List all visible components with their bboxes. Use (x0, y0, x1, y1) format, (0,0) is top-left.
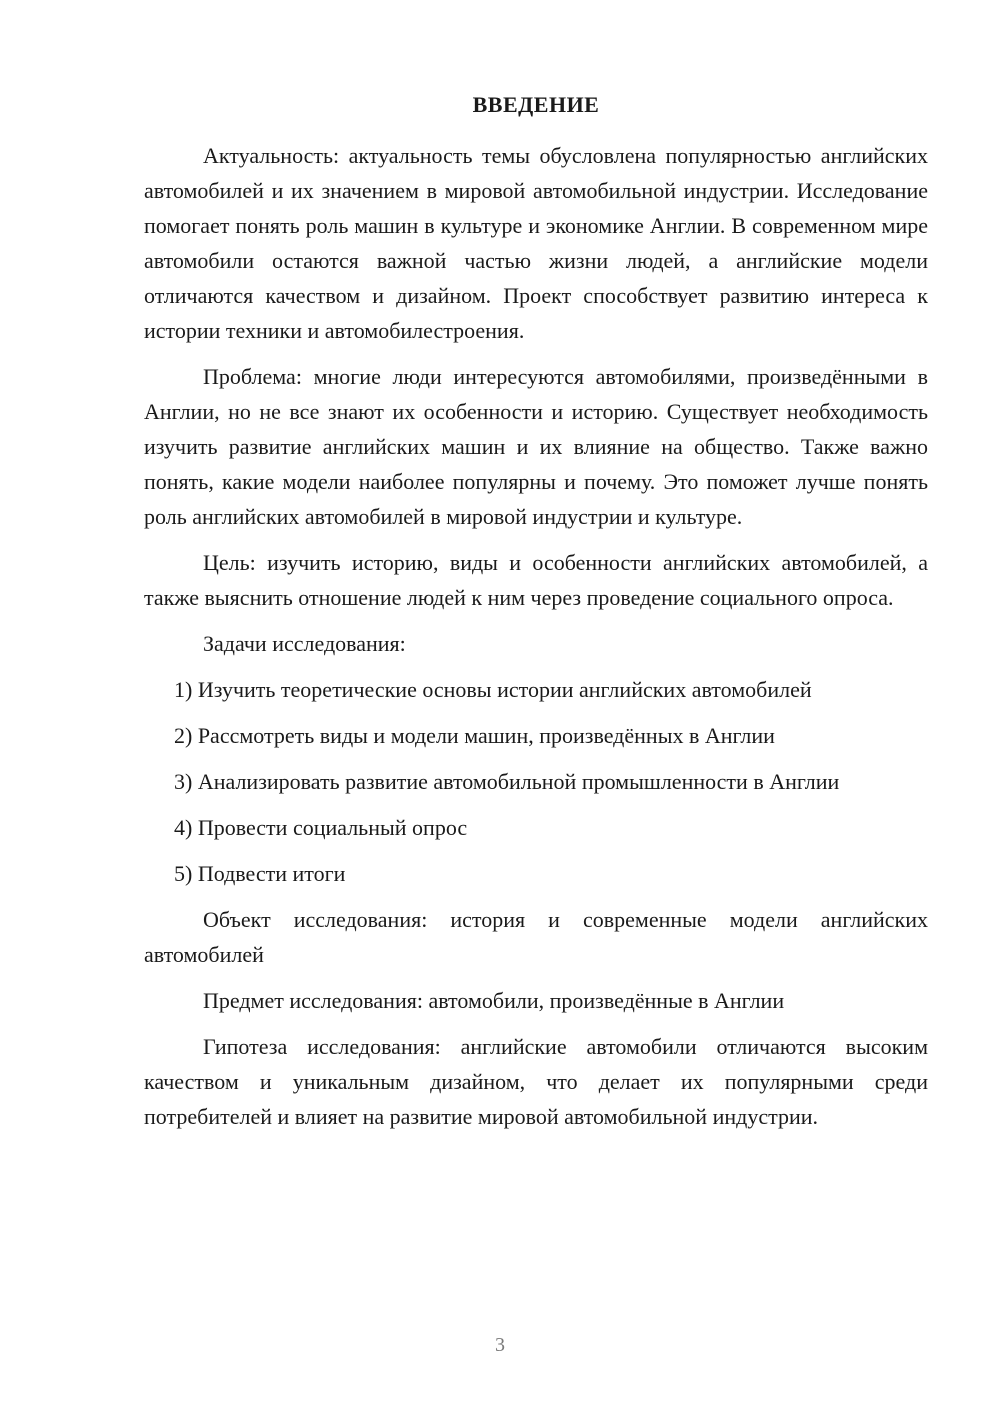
paragraph-problem: Проблема: многие люди интересуются автомобилями, произведёнными в Англии, но не все знают их особенности и историю. Существует необходимость изучить развитие английских машин и их влияние на общество. Также важно понять, какие модели наиболее популярны и почему. Это поможет лучше понять роль английских автомобилей в мировой индустрии и культуре. (144, 364, 928, 529)
tasks-heading: Задачи исследования: (203, 631, 406, 656)
paragraph-hypothesis: Гипотеза исследования: английские автомобили отличаются высоким качеством и уникальным дизайном, что делает их популярными среди потребителей и влияет на развитие мировой автомобильной индустрии. (144, 1034, 928, 1129)
page-number: 3 (495, 1334, 505, 1356)
document-page (144, 92, 928, 1145)
task-item-2: 2) Рассмотреть виды и модели машин, произведённых в Англии (174, 723, 775, 748)
paragraph-subject: Предмет исследования: автомобили, произведённые в Англии (203, 988, 785, 1013)
tasks-list (144, 672, 928, 891)
paragraph-object: Объект исследования: история и современные модели английских автомобилей (144, 907, 928, 967)
task-item-1: 1) Изучить теоретические основы истории английских автомобилей (174, 677, 812, 702)
page-title: ВВЕДЕНИЕ (472, 92, 600, 117)
task-item-4: 4) Провести социальный опрос (174, 815, 468, 840)
task-item-5: 5) Подвести итоги (174, 861, 346, 886)
paragraph-goal: Цель: изучить историю, виды и особенности английских автомобилей, а также выяснить отношение людей к ним через проведение социального опроса. (144, 550, 928, 610)
task-item-3: 3) Анализировать развитие автомобильной промышленности в Англии (174, 769, 840, 794)
paragraph-relevance: Актуальность: актуальность темы обусловлена популярностью английских автомобилей и их значением в мировой автомобильной индустрии. Исследование помогает понять роль машин в культуре и экономике Англии. В современном мире автомобили остаются важной частью жизни людей, а английские модели отличаются качеством и дизайном. Проект способствует развитию интереса к истории техники и автомобилестроения. (144, 143, 928, 343)
